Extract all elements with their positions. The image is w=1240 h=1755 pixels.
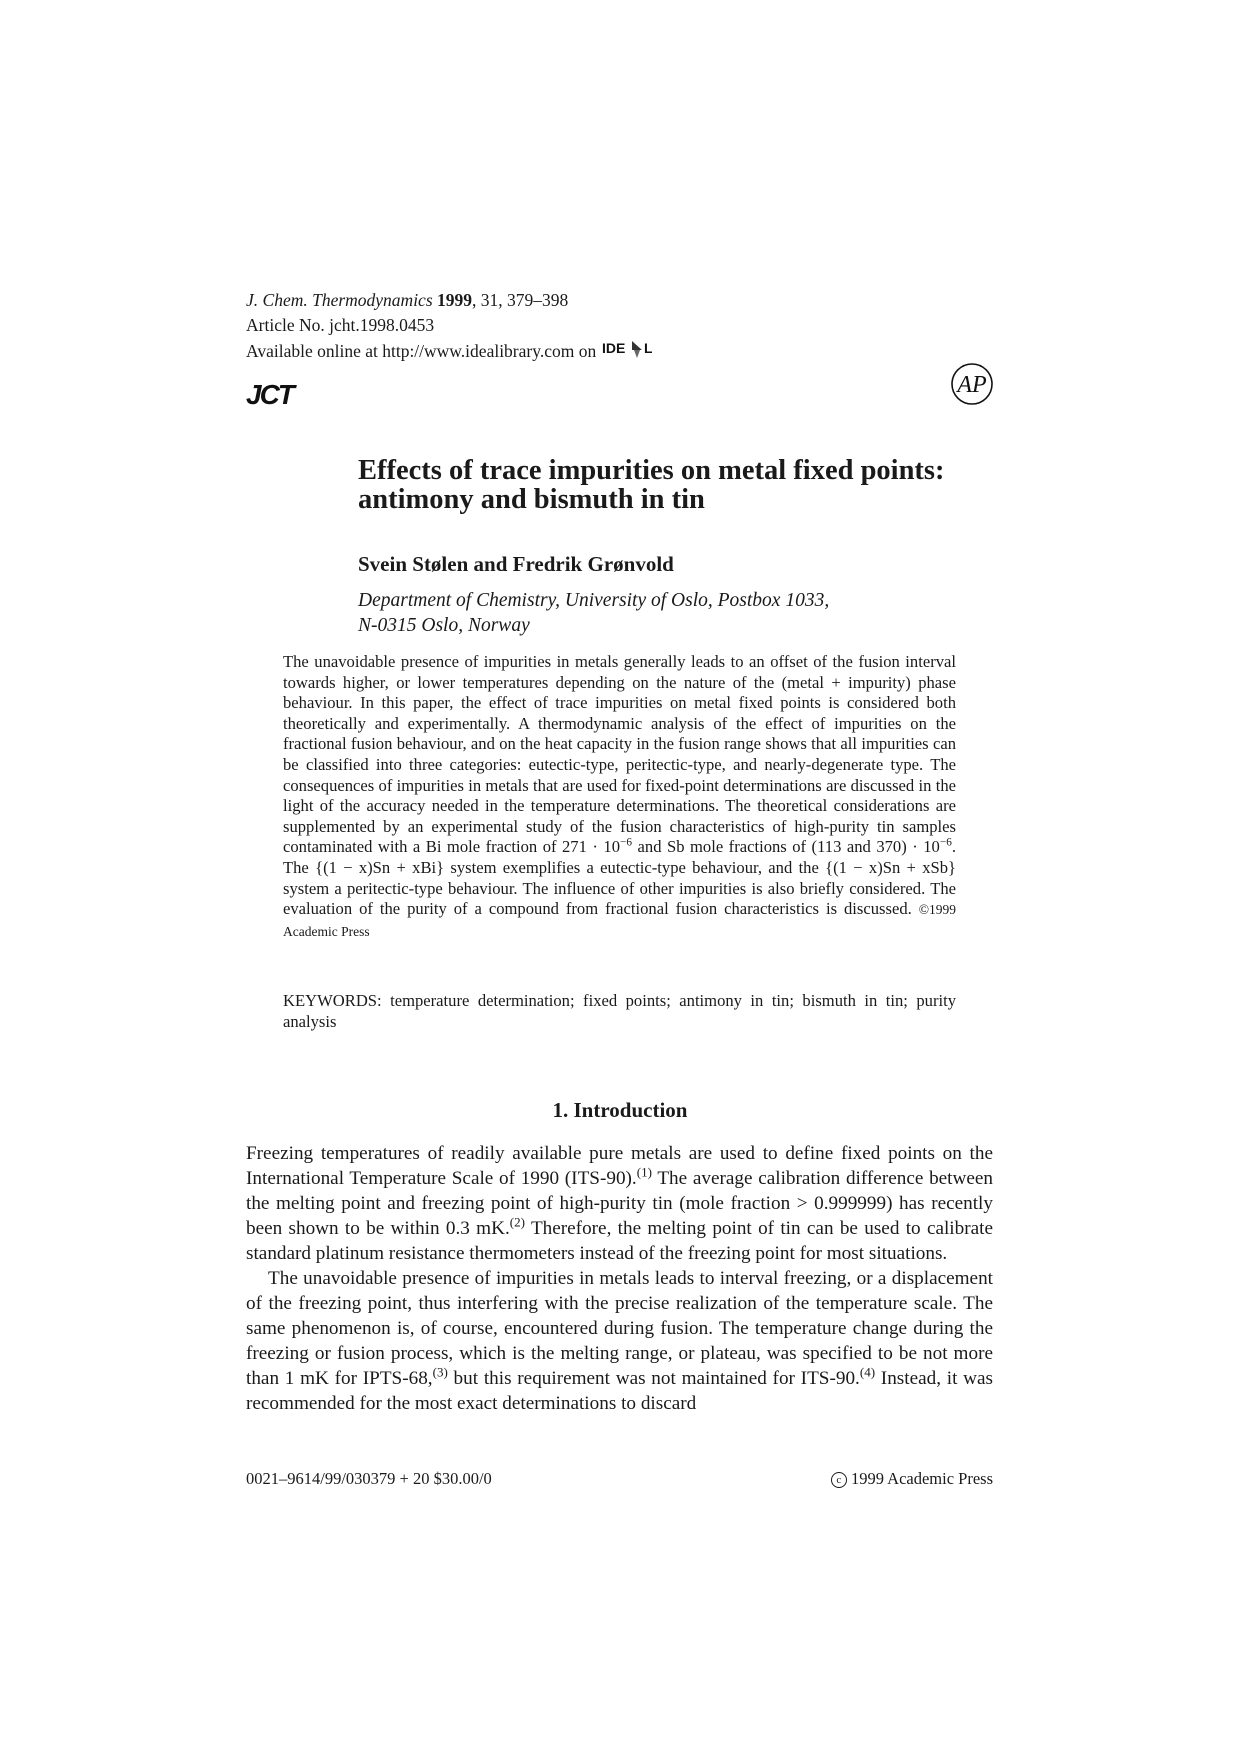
intro-p2-text-a: The unavoidable presence of impurities in metals leads to interval freezing, or a displacement of the freezing point, thus interfering with the precise realization of the temperature scale. The same phenomenon is, of course, encountered during fusion. The temperature change during the freezing or fusion process, which is the melting range, or plateau, was specified to be not more than 1 mK for IPTS-68, (246, 1268, 993, 1389)
introduction-paragraph-2 (246, 1266, 993, 1416)
journal-name: J. Chem. Thermodynamics (246, 290, 433, 310)
keywords: KEYWORDS: temperature determination; fixed points; antimony in tin; bismuth in tin; purity analysis (283, 991, 956, 1031)
abstract-exponent-1: −6 (620, 836, 633, 849)
publisher-logo-icon (950, 362, 994, 411)
intro-p1-text-b: The average calibration difference between the melting point and freezing point of high-purity tin (mole fraction > 0.999999) has recently been shown to be within 0.3 mK. (246, 1168, 993, 1239)
paper-title-line-1: Effects of trace impurities on metal fixed points: (358, 455, 945, 486)
copyright-icon: c (831, 1472, 847, 1488)
footer-copyright (770, 1469, 993, 1489)
footer-issn-code: 0021–9614/99/030379 + 20 $30.00/0 (246, 1469, 492, 1488)
authors: Svein Stølen and Fredrik Grønvold (358, 552, 674, 576)
journal-citation (246, 288, 652, 313)
affiliation (358, 588, 829, 638)
affiliation-line-2: N-0315 Oslo, Norway (358, 615, 530, 636)
intro-p1-text-a: Freezing temperatures of readily available pure metals are used to define fixed points on the International Temperature Scale of 1990 (ITS-90). (246, 1143, 993, 1189)
abstract-text-3: . The {(1 − x)Sn + xBi} system exemplifies a eutectic-type behaviour, and the {(1 − x)Sn + xSb} system a peritectic-type behaviour. The influence of other impurities is also briefly considered. The evaluation of the purity of a compound from fractional fusion characteristics is discussed. (283, 837, 957, 919)
reference-3: (3) (432, 1364, 448, 1380)
affiliation-line-1: Department of Chemistry, University of Oslo, Postbox 1033, (358, 590, 830, 611)
svg-text:JCT: JCT (246, 379, 293, 410)
journal-year: 1999 (437, 290, 473, 310)
abstract-text-1: The unavoidable presence of impurities in metals generally leads to an offset of the fusion interval towards higher, or lower temperatures depending on the nature of the (metal + impurity) phase behaviour. In this paper, the effect of trace impurities on metal fixed points is considered both theoretically and experimentally. A thermodynamic analysis of the effect of impurities on the fractional fusion behaviour, and on the heat capacity in the fusion range shows that all impurities can be classified into three categories: eutectic-type, peritectic-type, and nearly-degenerate type. The consequences of impurities in metals that are used for fixed-point determinations are discussed in the light of the accuracy needed in the temperature determinations. The theoretical considerations are supplemented by an experimental study of the fusion characteristics of high-purity tin samples contaminated with a Bi mole fraction of 271 · 10 (283, 652, 956, 857)
reference-4: (4) (859, 1364, 876, 1380)
abstract (283, 652, 956, 942)
abstract-copyright: ©1999 Academic Press (283, 902, 956, 939)
article-number: Article No. jcht.1998.0453 (246, 315, 435, 335)
section-heading-introduction: 1. Introduction (552, 1098, 688, 1122)
paper-title (358, 456, 1018, 514)
abstract-exponent-2: −6 (939, 836, 952, 849)
jct-logo-icon (246, 378, 306, 415)
ideal-logo-icon (602, 338, 652, 367)
footer-copyright-text: 1999 Academic Press (846, 1469, 993, 1488)
online-availability (246, 338, 652, 367)
ideal-logo-text-ide: IDE (602, 340, 626, 356)
intro-p2-text-b: but this requirement was not maintained for ITS-90. (447, 1368, 860, 1389)
ideal-logo-text-l: L (644, 340, 653, 356)
journal-meta (246, 288, 652, 367)
paper-title-line-2: antimony and bismuth in tin (358, 484, 705, 515)
intro-p2-text-c: Instead, it was recommended for the most exact determinations to discard (246, 1368, 994, 1414)
svg-text:AP: AP (957, 372, 987, 398)
introduction-body (246, 1141, 993, 1416)
reference-2: (2) (509, 1214, 525, 1230)
reference-1: (1) (636, 1164, 652, 1180)
abstract-text-2: and Sb mole fractions of (113 and 370) · 10 (632, 837, 940, 857)
journal-volume-pages: , 31, 379–398 (472, 290, 569, 310)
intro-p1-text-c: Therefore, the melting point of tin can be used to calibrate standard platinum resistance thermometers instead of the freezing point for most situations. (246, 1218, 993, 1264)
online-availability-text: Available online at http://www.idealibrary.com on (246, 341, 597, 361)
introduction-paragraph-1 (246, 1141, 993, 1266)
